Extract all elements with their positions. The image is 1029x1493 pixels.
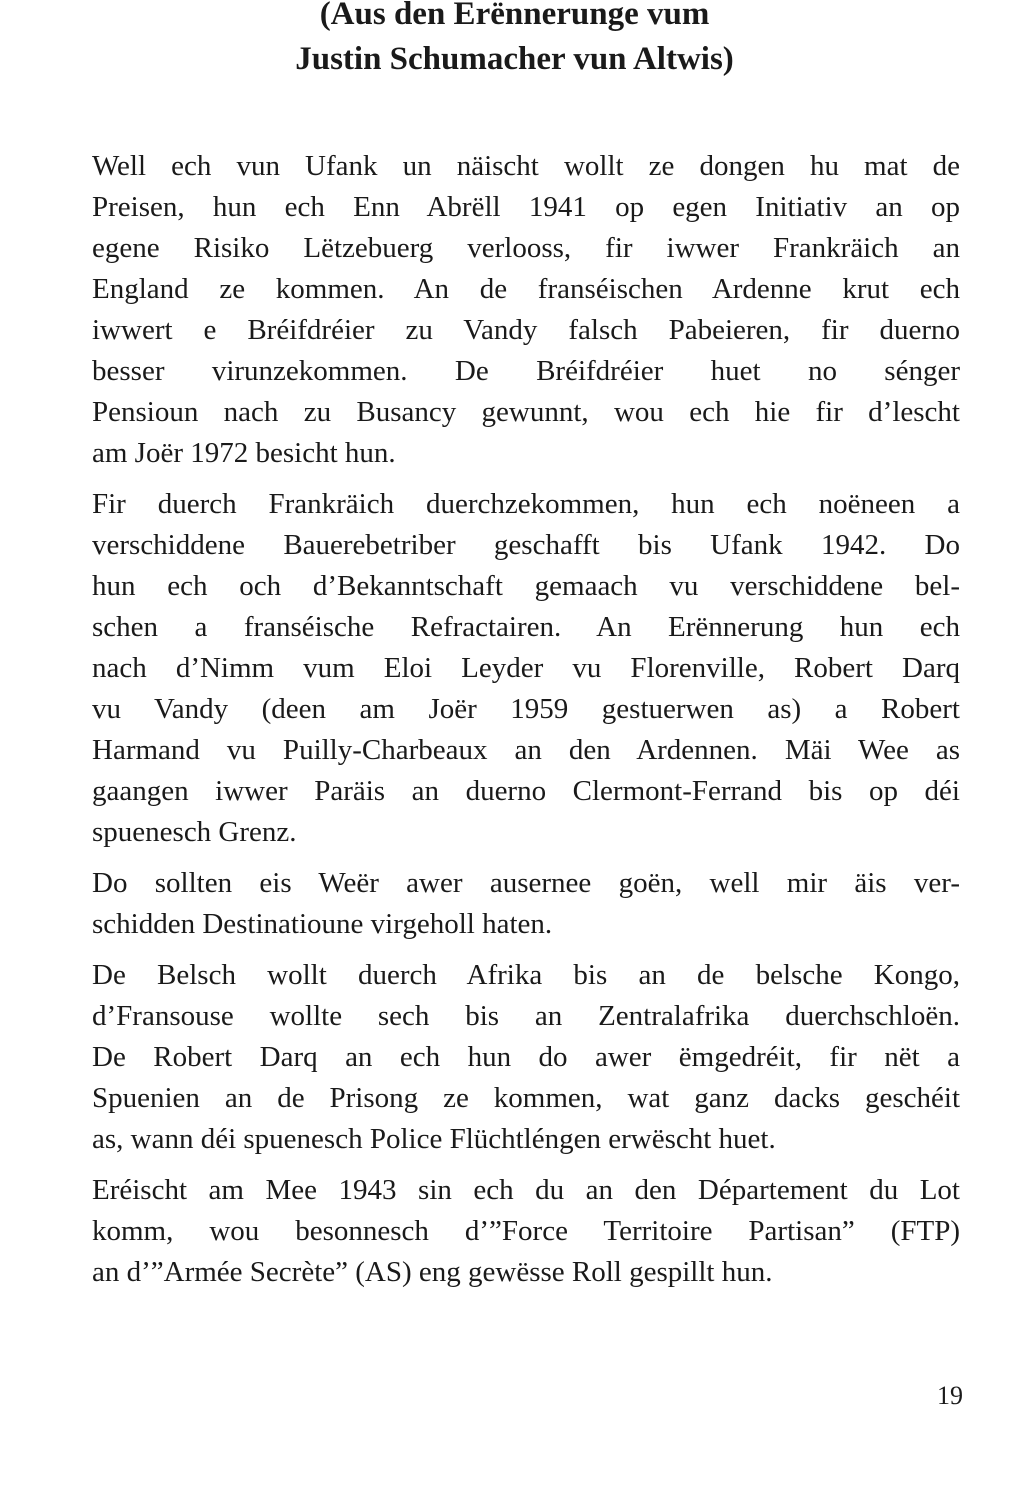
- text-line: Well ech vun Ufank un näischt wollt ze dongen hu mat de: [92, 150, 960, 182]
- page-title: [0, 0, 1029, 82]
- title-line-1: (Aus den Erënnerunge vum: [319, 0, 710, 32]
- text-line: verschiddene Bauerebetriber geschafft bis Ufank 1942. Do: [92, 529, 960, 561]
- page-number: 19: [937, 1381, 963, 1410]
- text-line: vu Vandy (deen am Joër 1959 gestuerwen as) a Robert: [92, 693, 960, 725]
- text-line: an d’”Armée Secrète” (AS) eng gewësse Roll gespillt hun.: [92, 1256, 773, 1288]
- text-line: Spuenien an de Prisong ze kommen, wat ganz dacks geschéit: [92, 1082, 960, 1114]
- text-line: egene Risiko Lëtzebuerg verlooss, fir iwwer Frankräich an: [92, 232, 960, 264]
- title-line-2: Justin Schumacher vun Altwis): [295, 41, 734, 77]
- paragraph-1: [92, 146, 960, 474]
- paragraph-4: [92, 955, 960, 1160]
- text-line: Pensioun nach zu Busancy gewunnt, wou ech hie fir d’lescht: [92, 396, 960, 428]
- text-line: De Robert Darq an ech hun do awer ëmgedréit, fir nët a: [92, 1041, 960, 1073]
- paragraph-5: [92, 1170, 960, 1293]
- text-line: schen a franséische Refractairen. An Erënnerung hun ech: [92, 611, 960, 643]
- text-line: Harmand vu Puilly-Charbeaux an den Ardennen. Mäi Wee as: [92, 734, 960, 766]
- text-line: De Belsch wollt duerch Afrika bis an de belsche Kongo,: [92, 959, 960, 991]
- text-line: komm, wou besonnesch d’”Force Territoire Partisan” (FTP): [92, 1215, 960, 1247]
- text-line: Preisen, hun ech Enn Abrëll 1941 op egen Initiativ an op: [92, 191, 960, 223]
- text-line: schidden Destinatioune virgeholl haten.: [92, 908, 553, 940]
- text-line: gaangen iwwer Paräis an duerno Clermont-Ferrand bis op déi: [92, 775, 960, 807]
- text-line: England ze kommen. An de franséischen Ardenne krut ech: [92, 273, 960, 305]
- text-line: d’Fransouse wollte sech bis an Zentralafrika duerchschloën.: [92, 1000, 960, 1032]
- body-text: [92, 146, 960, 1303]
- text-line: iwwert e Bréifdréier zu Vandy falsch Pabeieren, fir duerno: [92, 314, 960, 346]
- text-line: nach d’Nimm vum Eloi Leyder vu Florenville, Robert Darq: [92, 652, 960, 684]
- text-line: as, wann déi spuenesch Police Flüchtléngen erwëscht huet.: [92, 1123, 776, 1155]
- paragraph-2: [92, 484, 960, 853]
- text-line: hun ech och d’Bekanntschaft gemaach vu verschiddene bel-: [92, 570, 960, 602]
- paragraph-3: [92, 863, 960, 945]
- text-line: Fir duerch Frankräich duerchzekommen, hun ech noëneen a: [92, 488, 960, 520]
- text-line: Eréischt am Mee 1943 sin ech du an den Département du Lot: [92, 1174, 960, 1206]
- text-line: Do sollten eis Weër awer ausernee goën, well mir äis ver-: [92, 867, 960, 899]
- text-line: am Joër 1972 besicht hun.: [92, 437, 396, 469]
- text-line: besser virunzekommen. De Bréifdréier huet no sénger: [92, 355, 960, 387]
- text-line: spuenesch Grenz.: [92, 816, 297, 848]
